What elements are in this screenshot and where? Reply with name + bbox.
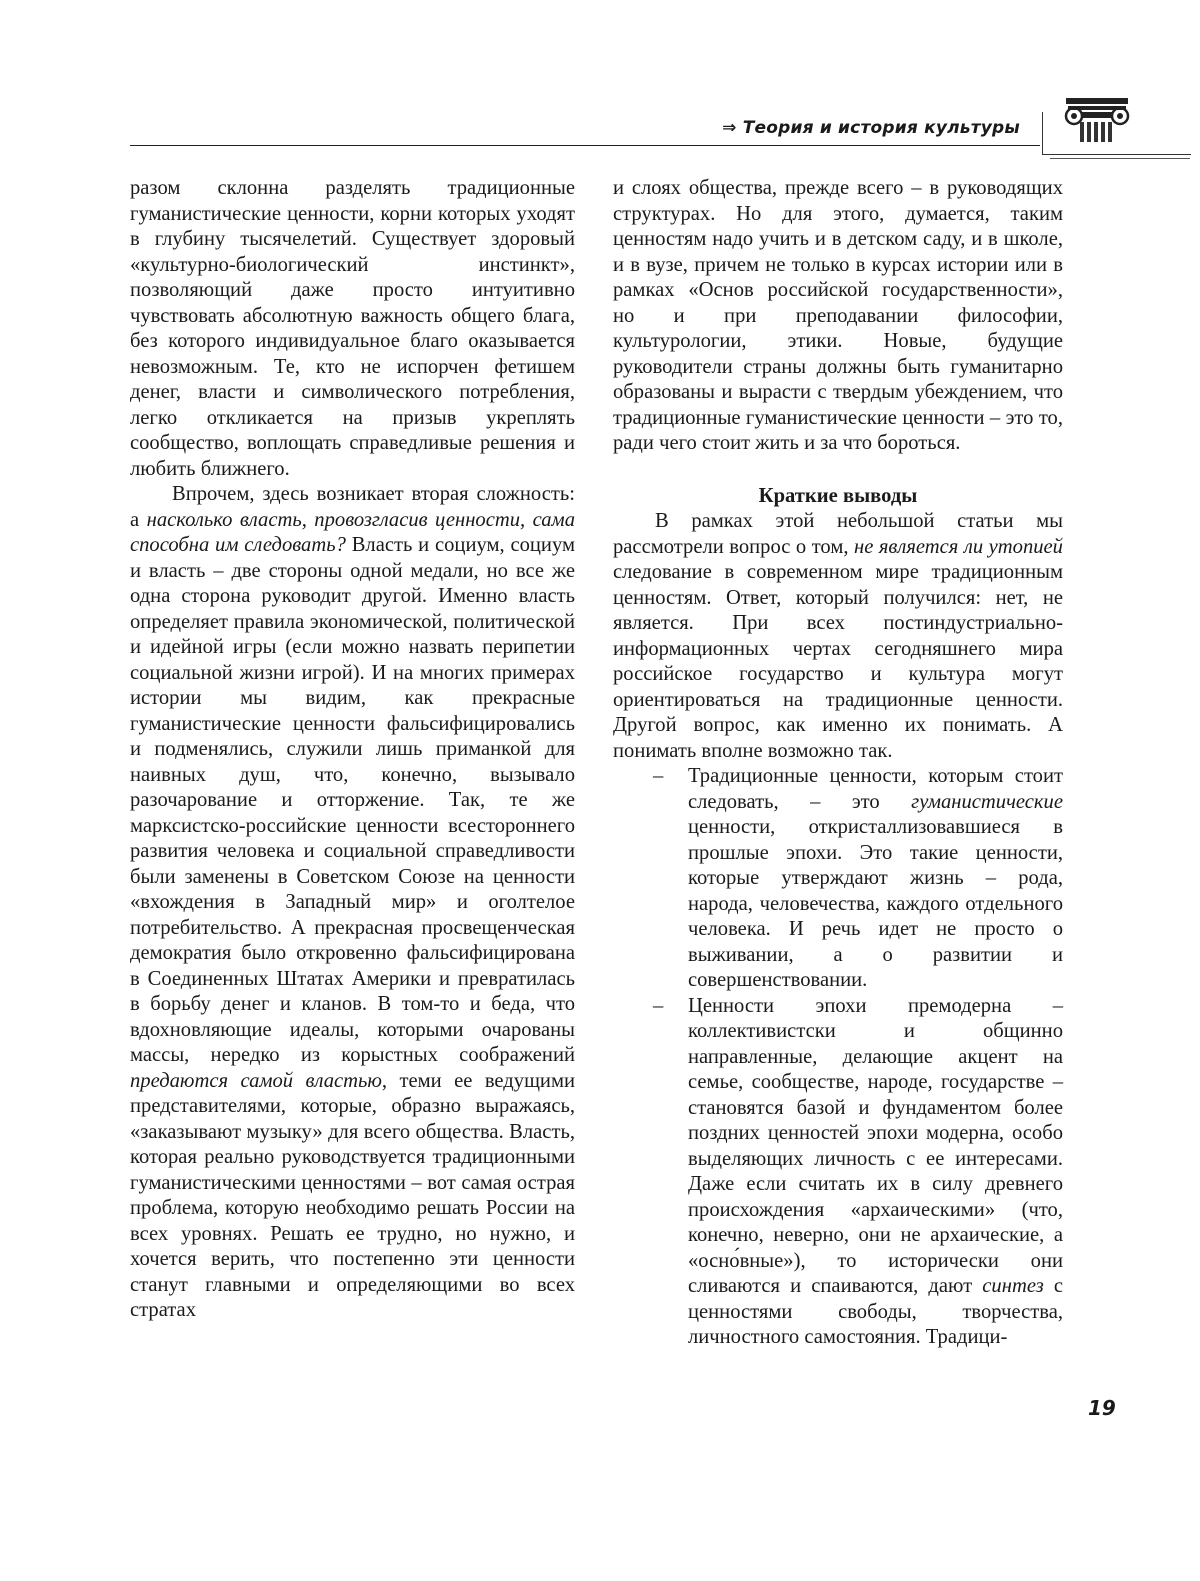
emphasis-text: гуманистические (911, 790, 1063, 813)
paragraph-text: и слоях общества, прежде всего – в руководящих структурах. Но для этого, думается, таким ценностям надо учить и в детском саду, и в школе, и в вузе, причем не только в курсах истории или в рамках «Основ российской государственности», но и при преподавании философии, культурологии, этики. Новые, будущие руководители страны должны быть гуманитарно образованы и вырасти с твердым убеждением, что традиционные гуманистические ценности – это то, ради чего стоит жить и за что бороться. (613, 177, 1063, 454)
list-item (613, 994, 1063, 1351)
list-item-text: Ценности эпохи премодерна – коллективистски и общинно направленные, делающие акцент на семье, сообществе, народе, государстве – становятся базой и фундаментом более поздних ценностей эпохи модерна, особо выделяющих личность с ее интересами. Даже если считать их в силу древнего происхождения «архаическими» (что, конечно, неверно, они не архаические, а «осно́вные»), то исторически они сливаются и спаиваются, дают (688, 994, 1063, 1297)
header-rule (130, 145, 1040, 146)
list-item-text: с ценностями свободы, творчества, личностного самостояния. Традици- (688, 1275, 1063, 1348)
dash-marker: – (653, 765, 664, 787)
paragraph-text: В рамках этой небольшой статьи мы рассмотрели вопрос о том, (613, 510, 1063, 558)
paragraph-text: следование в современном мире традиционным ценностям. Ответ, который получился: нет, не является. При всех постиндустриально-информационных чертах сегодняшнего мира российское государство и культура могут ориентироваться на традиционные ценности. Другой вопрос, как именно их понимать. А понимать вполне возможно так. (613, 561, 1063, 762)
paragraph-text: разом склонна разделять традиционные гуманистические ценности, корни которых уходят в глубину тысячелетий. Существует здоровый «культурно-биологический инстинкт», позволяющий даже просто интуитивно чувствовать абсолютную важность общего блага, без которого индивидуальное благо оказывается невозможным. Те, кто не испорчен фетишем денег, власти и символического потребления, легко откликается на призыв укреплять сообщество, воплощать справедливые решения и любить ближнего. (130, 177, 575, 480)
left-column (130, 176, 575, 1324)
paragraph-text: Впрочем, здесь возникает вторая сложность: а (130, 483, 575, 531)
list-item (613, 764, 1063, 994)
paragraph (130, 176, 575, 482)
list-item-text: ценности, откристаллизовавшиеся в прошлые эпохи. Это такие ценности, которые утверждают жизнь – рода, народа, человечества, каждого отдельного человека. И речь идет не просто о выживании, а о развитии и совершенствовании. (688, 816, 1063, 991)
paragraph-text: , теми ее ведущими представителями, которые, образно выражаясь, «заказывают музыку» для всего общества. Власть, которая реально руководствуется традиционными гуманистическими ценностями – вот самая острая проблема, которую необходимо решать России на всех уровнях. Решать ее трудно, но нужно, и хочется верить, что постепенно эти ценности станут главными и определяющими во всех стратах (130, 1069, 576, 1321)
list-item-text: Традиционные ценности, которым стоит следовать, – это (688, 765, 1063, 813)
dash-marker: – (653, 994, 664, 1017)
emphasis-text: насколько власть, провозгласив ценности, сама способна им следовать? (130, 508, 575, 556)
conclusions-list (613, 764, 1063, 1351)
paragraph-text: Власть и социум, социум и власть – две стороны одной медали, но все же одна сторона руководит другой. Именно власть определяет правила экономической, политической и идейной игры (если можно назвать перипетии социальной жизни игрой). И на многих примерах истории мы видим, как прекрасные гуманистические ценности фальсифицировались и подменялись, служили лишь приманкой для наивных душ, что, конечно, вызывало разочарование и отторжение. Так, те же марксистско-российские ценности всестороннего развития человека и социальной справедливости были заменены в Советском Союзе на ценности «вхождения в Западный мир» и оголтелое потребительство. А прекрасная просвещенческая демократия было откровенно фальсифицирована в Соединенных Штатах Америки и превратилась в борьбу денег и кланов. В том-то и беда, что вдохновляющие идеалы, которыми очарованы массы, нередко из корыстных соображений (130, 534, 576, 1066)
paragraph (613, 176, 1063, 457)
emphasis-text: синтез (982, 1275, 1044, 1297)
emphasis-text: предаются самой властью (130, 1069, 382, 1092)
paragraph (130, 482, 575, 1324)
right-column (613, 176, 1063, 1351)
ionic-column-icon (1062, 94, 1132, 142)
section-title: Краткие выводы (758, 484, 918, 507)
running-head (130, 108, 1040, 146)
emphasis-text: не является ли утопией (854, 535, 1063, 558)
header-corner-rule (1050, 158, 1190, 159)
running-head-title: ⇒ Теория и история культуры (722, 118, 1020, 138)
page-number: 19 (1088, 1396, 1116, 1420)
paragraph (613, 509, 1063, 764)
